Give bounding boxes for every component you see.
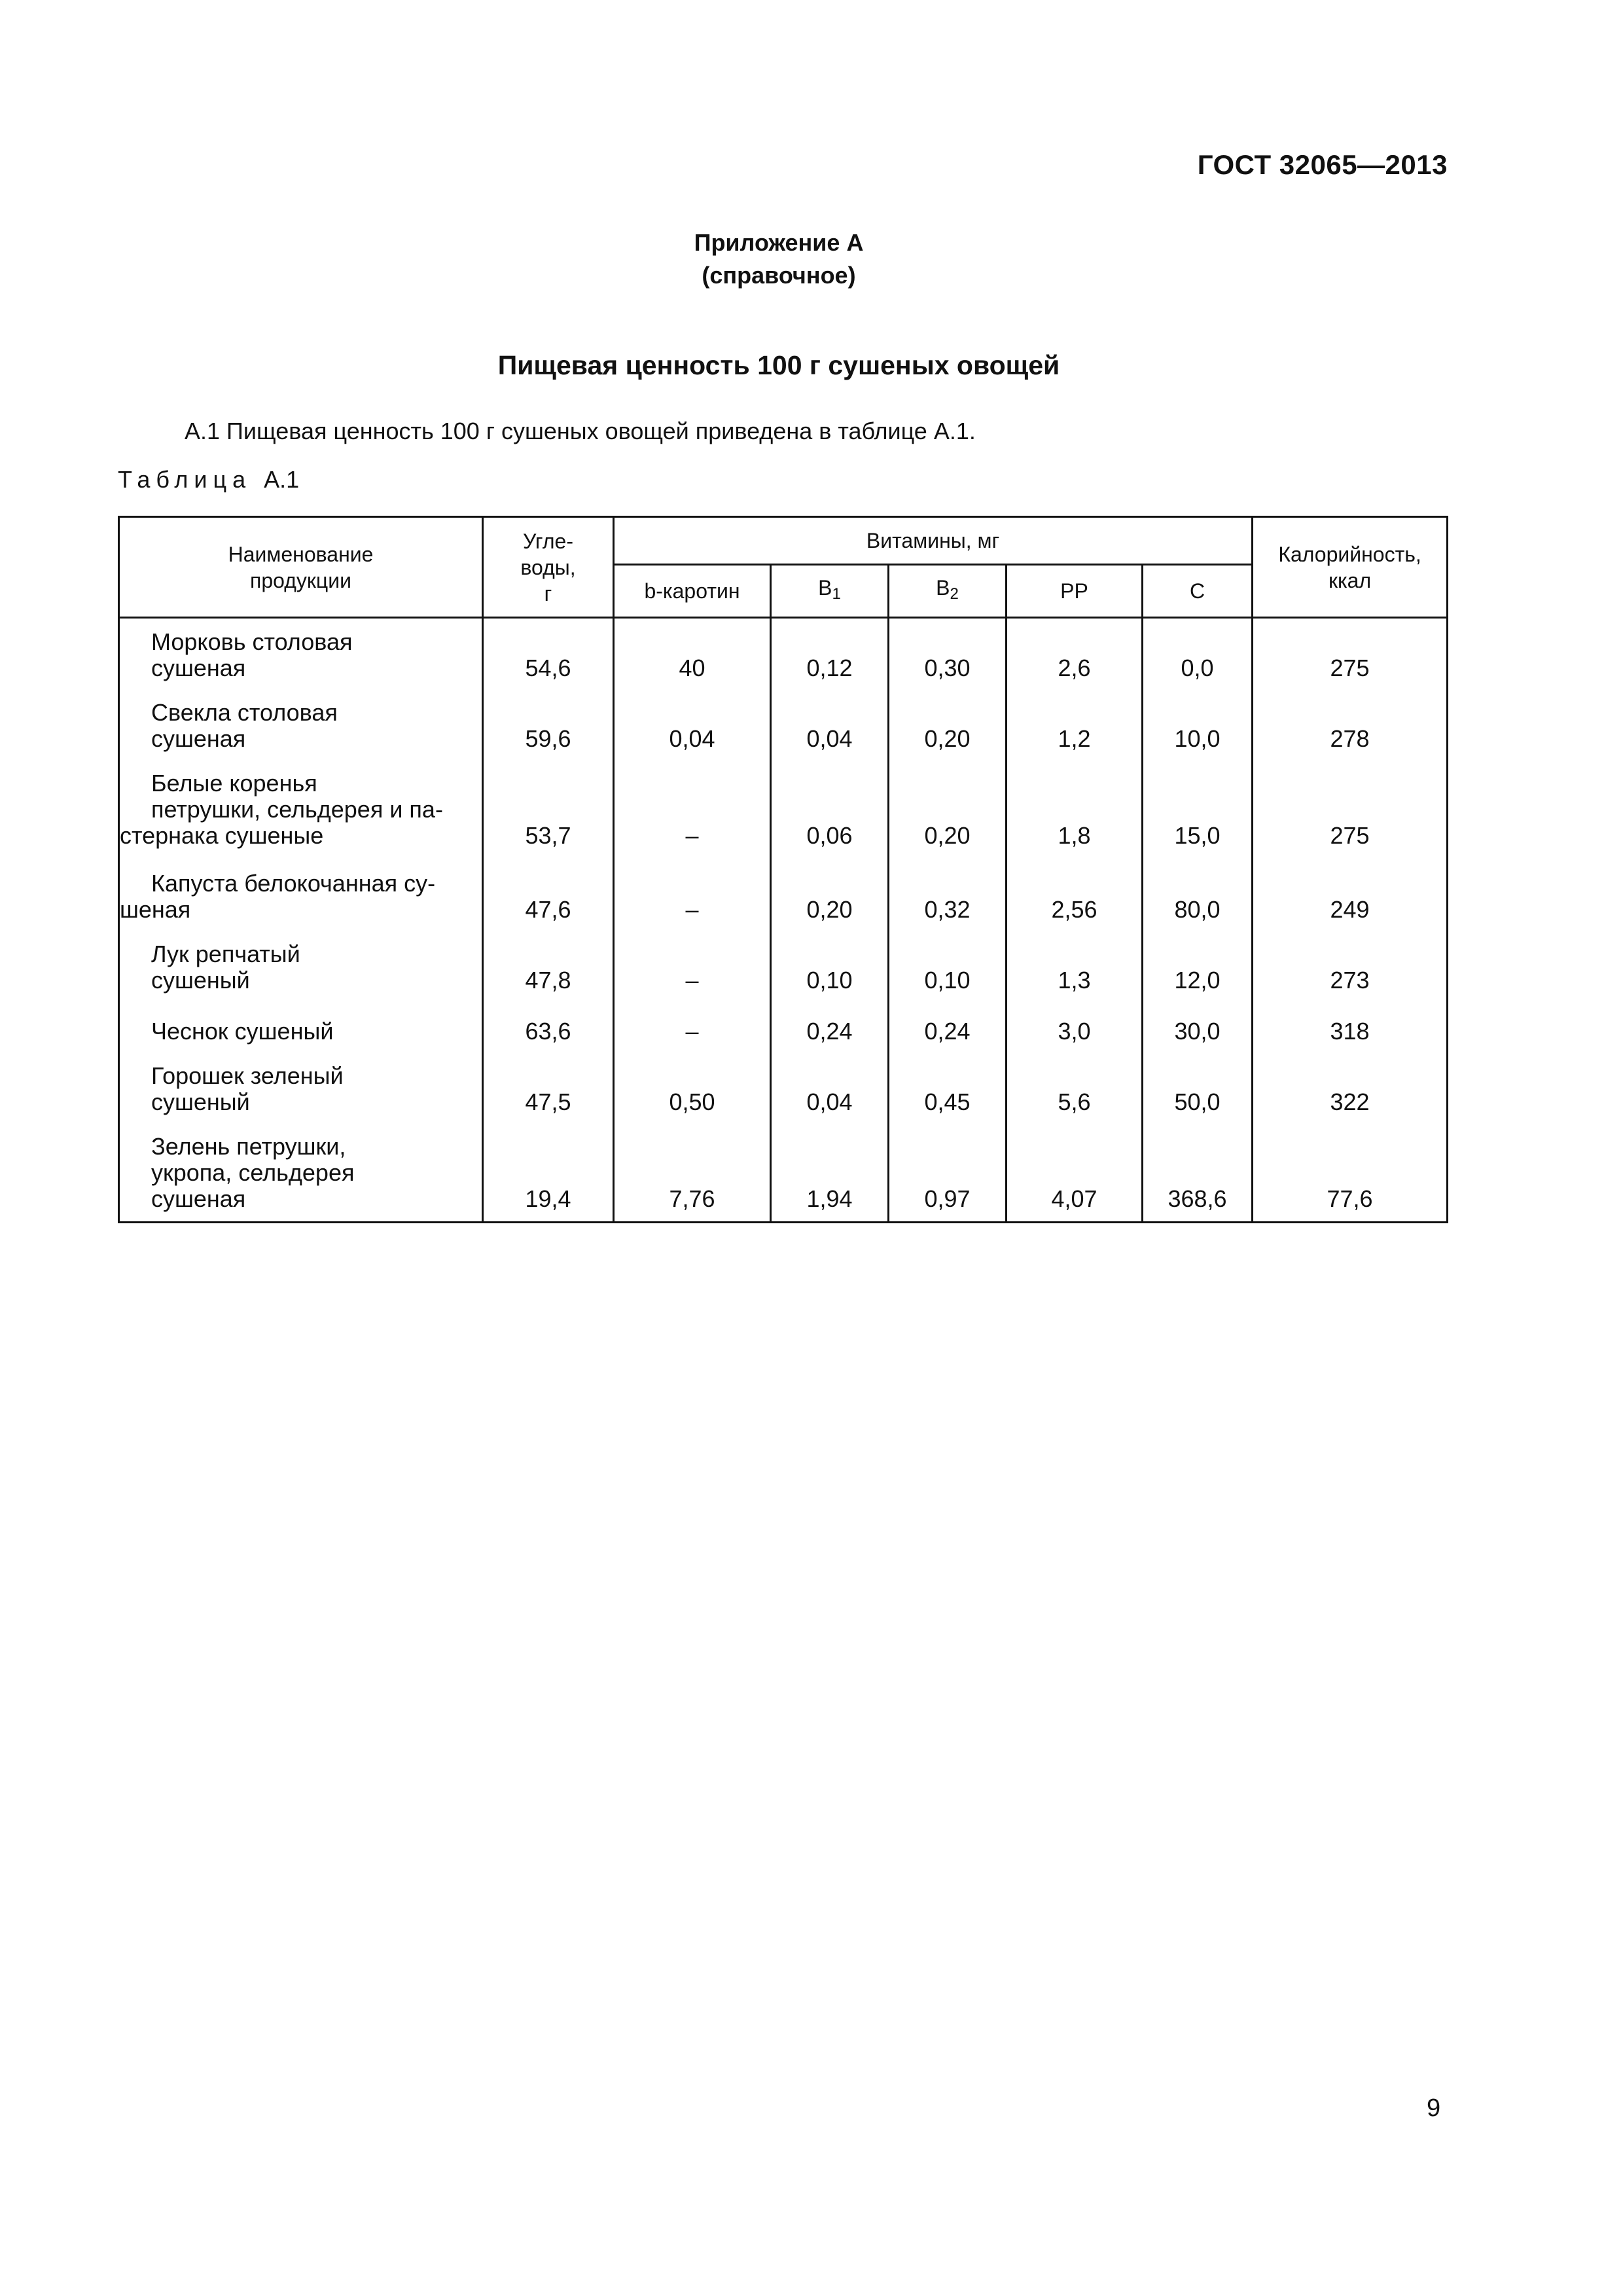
cell-vitamin-pp: 2,56: [1007, 854, 1143, 928]
document-code: ГОСТ 32065—2013: [1197, 149, 1448, 180]
header-vitamin-b2: $B_2$: [889, 565, 1007, 618]
appendix-block: [0, 226, 1558, 292]
table-body: [119, 618, 1448, 1223]
product-name: Капуста белокочанная су- шеная: [119, 854, 483, 928]
product-name: Морковь столовая сушеная: [119, 618, 483, 687]
table-caption-number: А.1: [264, 466, 300, 493]
cell-vitamin-pp: 5,6: [1007, 1050, 1143, 1121]
cell-carbohydrates: 19,4: [483, 1121, 614, 1223]
cell-vitamin-c: 368,6: [1143, 1121, 1253, 1223]
cell-vitamin-pp: 4,07: [1007, 1121, 1143, 1223]
header-vitamin-c: C: [1143, 565, 1253, 618]
section-heading: Пищевая ценность 100 г сушеных овощей: [497, 350, 1060, 380]
cell-vitamin-b2: 0,32: [889, 854, 1007, 928]
cell-vitamin-b1: 1,94: [771, 1121, 889, 1223]
table-caption: [118, 466, 299, 493]
cell-calories: 322: [1253, 1050, 1448, 1121]
cell-calories: 275: [1253, 618, 1448, 687]
header-carotene: b-каротин: [614, 565, 771, 618]
cell-vitamin-pp: 1,3: [1007, 928, 1143, 999]
product-name: Лук репчатый сушеный: [119, 928, 483, 999]
cell-vitamin-b1: 0,10: [771, 928, 889, 999]
product-name: Свекла столовая сушеная: [119, 687, 483, 757]
appendix-subtitle: (справочное): [702, 262, 856, 289]
cell-carbohydrates: 47,5: [483, 1050, 614, 1121]
cell-calories: 318: [1253, 999, 1448, 1050]
product-name: Зелень петрушки, укропа, сельдерея сушеная: [119, 1121, 483, 1223]
cell-carotene: 0,50: [614, 1050, 771, 1121]
cell-vitamin-b2: 0,30: [889, 618, 1007, 687]
table-row: [119, 1121, 1448, 1223]
cell-vitamin-pp: 2,6: [1007, 618, 1143, 687]
table-row: [119, 687, 1448, 757]
cell-vitamin-c: 50,0: [1143, 1050, 1253, 1121]
cell-vitamin-b2: 0,20: [889, 687, 1007, 757]
cell-carotene: 0,04: [614, 687, 771, 757]
table-row: [119, 1050, 1448, 1121]
header-vitamin-pp: PP: [1007, 565, 1143, 618]
header-vitamins: Витамины, мг: [614, 517, 1253, 565]
cell-carotene: –: [614, 854, 771, 928]
cell-vitamin-b1: 0,12: [771, 618, 889, 687]
header-product-name: Наименование продукции: [119, 517, 483, 618]
table-caption-word: Таблица: [118, 466, 252, 493]
table-row: [119, 999, 1448, 1050]
nutrition-table: [118, 516, 1448, 1223]
appendix-title: Приложение А: [694, 229, 864, 256]
product-name: Горошек зеленый сушеный: [119, 1050, 483, 1121]
cell-carotene: –: [614, 999, 771, 1050]
cell-vitamin-b2: 0,10: [889, 928, 1007, 999]
header-vitamin-b1: $B_1$: [771, 565, 889, 618]
cell-carotene: 40: [614, 618, 771, 687]
cell-vitamin-pp: 1,8: [1007, 757, 1143, 854]
cell-calories: 273: [1253, 928, 1448, 999]
cell-calories: 275: [1253, 757, 1448, 854]
cell-carbohydrates: 47,8: [483, 928, 614, 999]
header-calories: Калорийность, ккал: [1253, 517, 1448, 618]
cell-vitamin-b1: 0,04: [771, 687, 889, 757]
cell-carbohydrates: 54,6: [483, 618, 614, 687]
cell-carbohydrates: 53,7: [483, 757, 614, 854]
cell-vitamin-b1: 0,20: [771, 854, 889, 928]
cell-calories: 77,6: [1253, 1121, 1448, 1223]
cell-carbohydrates: 63,6: [483, 999, 614, 1050]
cell-vitamin-c: 15,0: [1143, 757, 1253, 854]
cell-carbohydrates: 59,6: [483, 687, 614, 757]
cell-carotene: –: [614, 928, 771, 999]
cell-calories: 249: [1253, 854, 1448, 928]
cell-vitamin-b1: 0,06: [771, 757, 889, 854]
cell-vitamin-c: 10,0: [1143, 687, 1253, 757]
cell-carotene: –: [614, 757, 771, 854]
cell-vitamin-b2: 0,97: [889, 1121, 1007, 1223]
cell-vitamin-b1: 0,24: [771, 999, 889, 1050]
table-row: [119, 757, 1448, 854]
page-number: 9: [1427, 2094, 1441, 2122]
cell-carotene: 7,76: [614, 1121, 771, 1223]
cell-vitamin-c: 30,0: [1143, 999, 1253, 1050]
table-row: [119, 854, 1448, 928]
product-name: Чеснок сушеный: [119, 999, 483, 1050]
cell-vitamin-pp: 3,0: [1007, 999, 1143, 1050]
cell-vitamin-b2: 0,24: [889, 999, 1007, 1050]
table-row: [119, 928, 1448, 999]
cell-vitamin-pp: 1,2: [1007, 687, 1143, 757]
table-row: [119, 618, 1448, 687]
cell-vitamin-c: 0,0: [1143, 618, 1253, 687]
cell-vitamin-b2: 0,45: [889, 1050, 1007, 1121]
cell-carbohydrates: 47,6: [483, 854, 614, 928]
product-name: Белые коренья петрушки, сельдерея и па- стернака сушеные: [119, 757, 483, 854]
intro-paragraph: А.1 Пищевая ценность 100 г сушеных овощей приведена в таблице А.1.: [185, 418, 976, 444]
cell-vitamin-c: 12,0: [1143, 928, 1253, 999]
header-carbohydrates: Угле- воды, г: [483, 517, 614, 618]
cell-calories: 278: [1253, 687, 1448, 757]
cell-vitamin-b1: 0,04: [771, 1050, 889, 1121]
table-header: [119, 517, 1448, 618]
cell-vitamin-b2: 0,20: [889, 757, 1007, 854]
cell-vitamin-c: 80,0: [1143, 854, 1253, 928]
